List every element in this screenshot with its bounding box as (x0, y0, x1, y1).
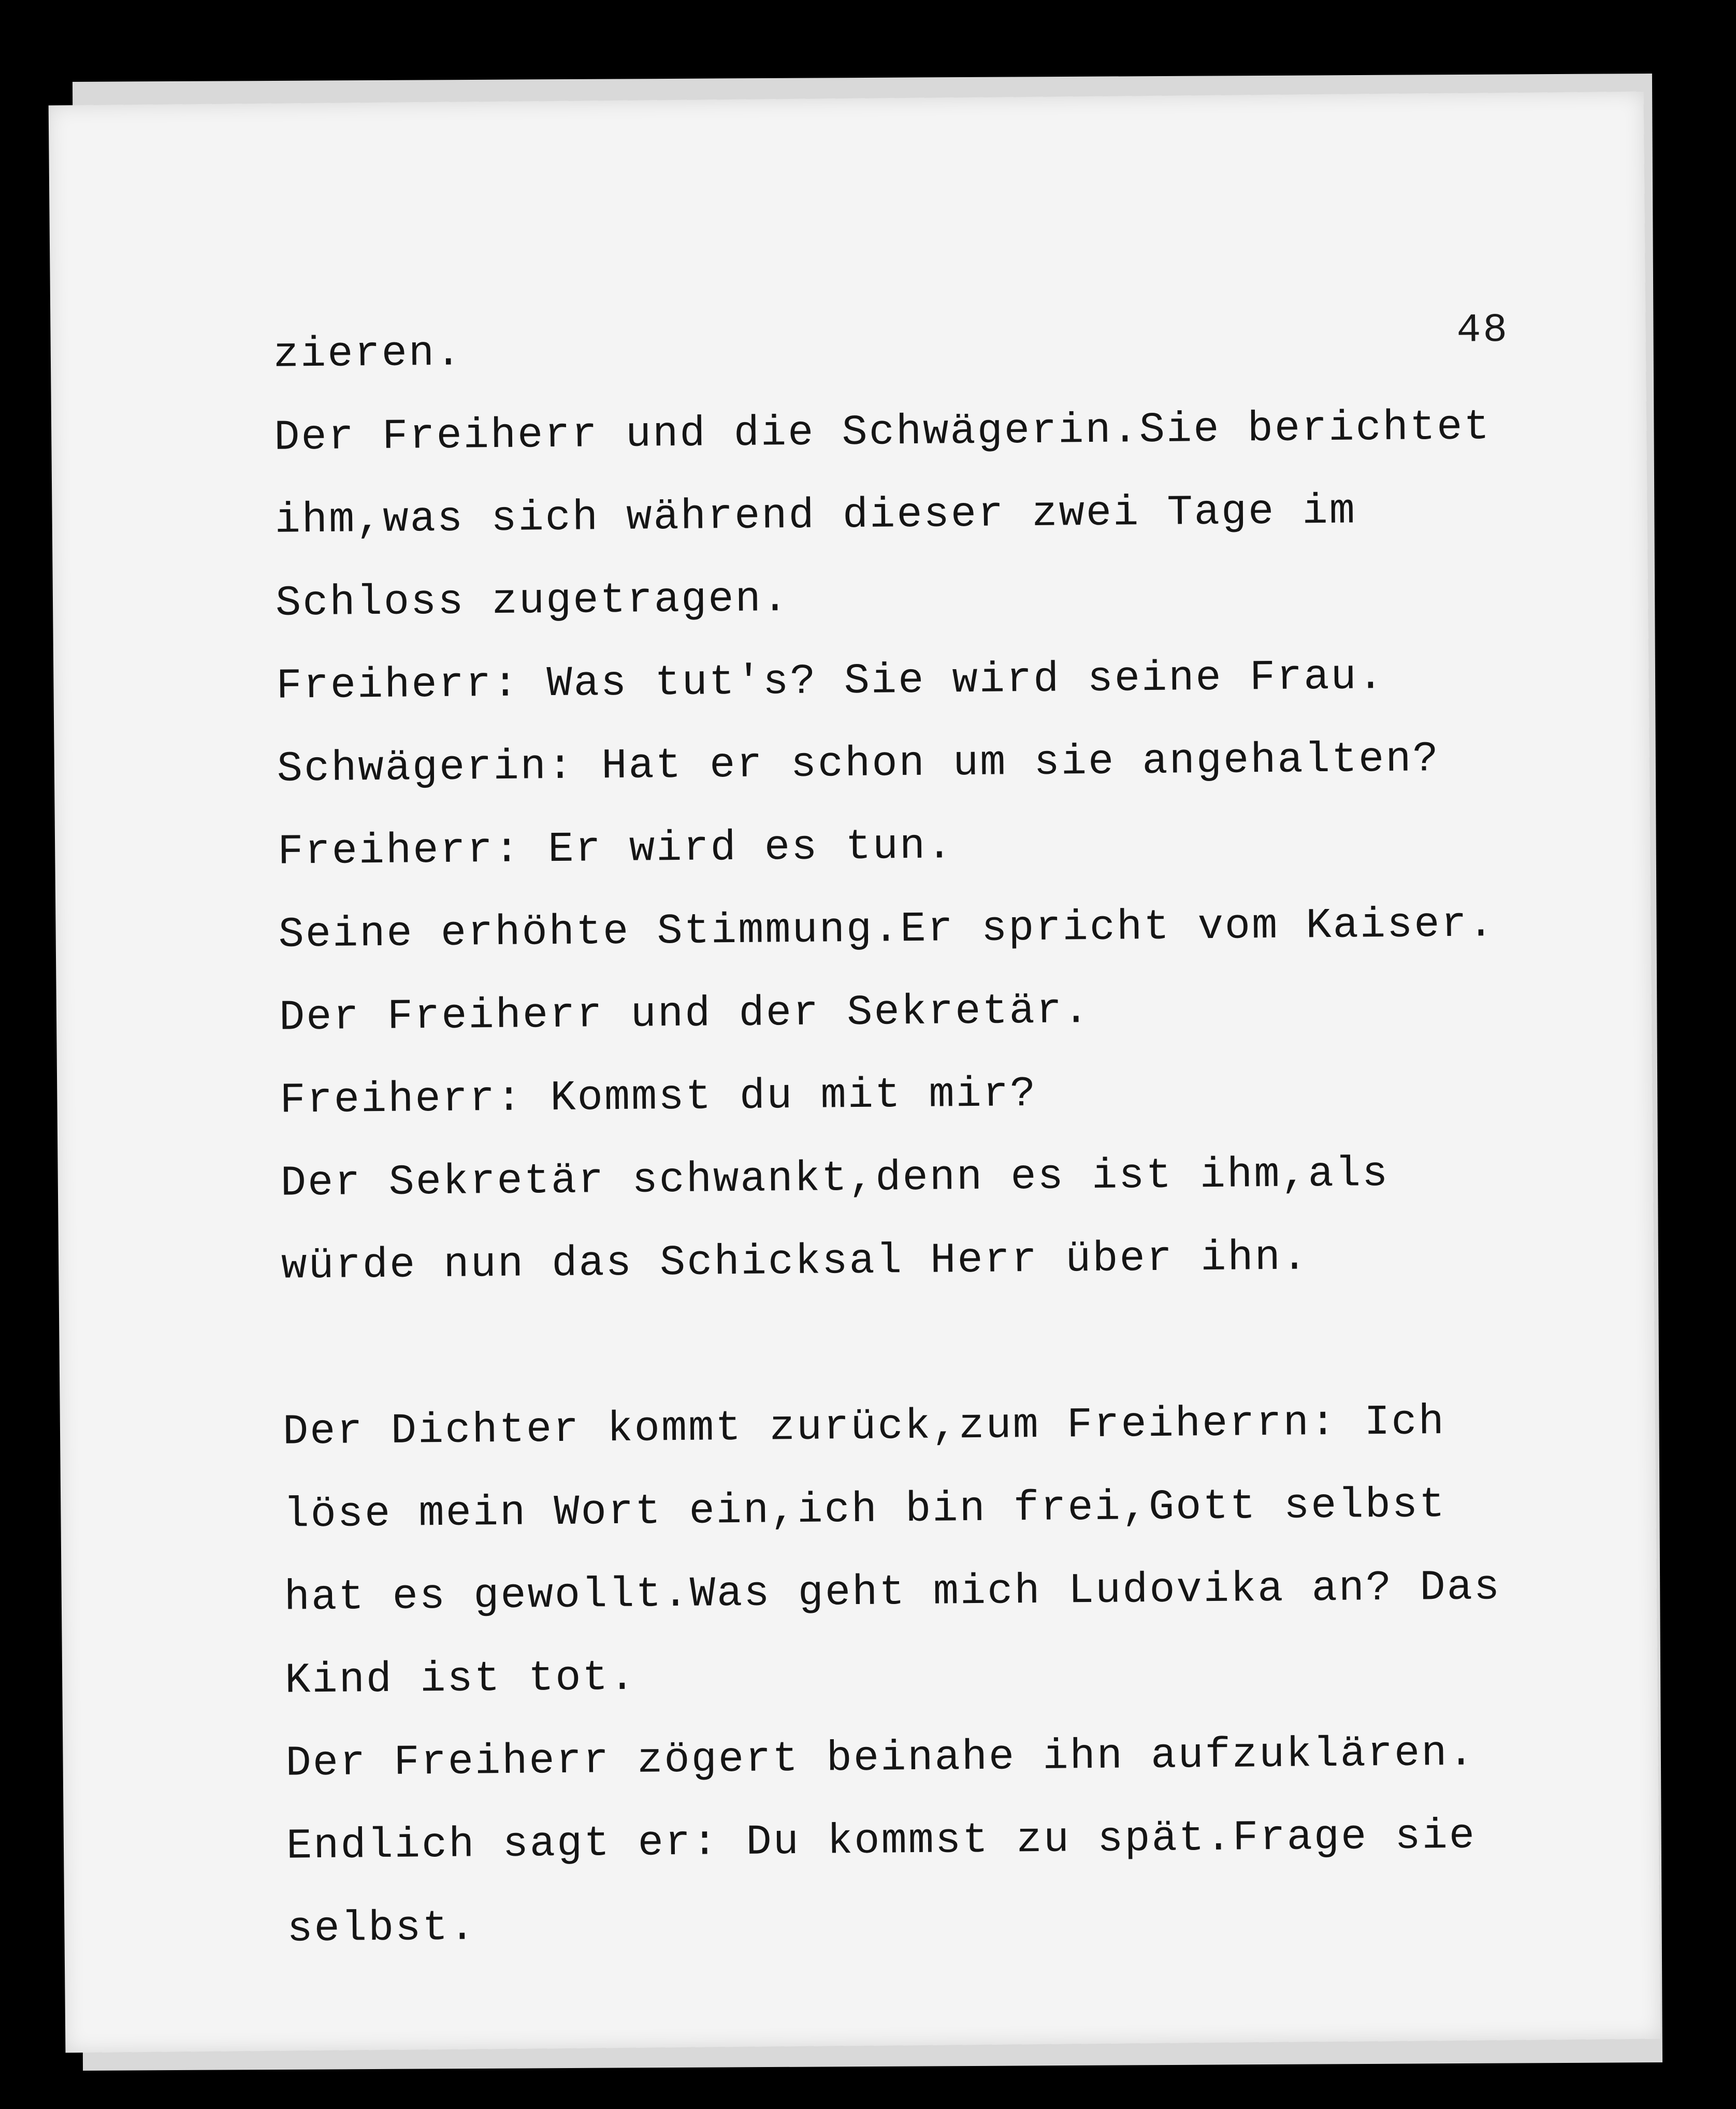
text-line: Freiherr: Was tut's? Sie wird seine Frau. (276, 653, 1385, 711)
text-line: Schloss zugetragen. (275, 575, 790, 628)
text-line: Freiherr: Kommst du mit mir? (280, 1070, 1037, 1125)
text-line: Der Freiherr und die Schwägerin.Sie berichtet (273, 403, 1491, 462)
typewritten-page (49, 92, 1661, 2053)
text-line: ihm,was sich während dieser zwei Tage im (274, 487, 1357, 545)
text-line: Freiherr: Er wird es tun. (277, 822, 954, 876)
text-line: hat es gewollt.Was geht mich Ludovika an? Das (284, 1563, 1501, 1622)
text-line: Der Freiherr zögert beinahe ihn aufzuklären. (285, 1729, 1476, 1788)
text-line: würde nun das Schicksal Herr über ihn. (281, 1233, 1309, 1291)
text-line: Der Dichter kommt zurück,zum Freiherrn: Ich (282, 1398, 1446, 1456)
text-line: Kind ist tot. (284, 1653, 637, 1705)
page-number: 48 (1456, 307, 1510, 354)
text-line: löse mein Wort ein,ich bin frei,Gott selbst (283, 1481, 1446, 1539)
text-line: Der Sekretär schwankt,denn es ist ihm,als (280, 1150, 1390, 1208)
text-line: Seine erhöhte Stimmung.Er spricht vom Kaiser. (278, 900, 1496, 959)
text-line: Schwägerin: Hat er schon um sie angehalten? (277, 735, 1440, 793)
text-line: Der Freiherr und der Sekretär. (279, 987, 1091, 1042)
text-line: Endlich sagt er: Du kommst zu spät.Frage sie (286, 1812, 1477, 1871)
text-line: selbst. (286, 1903, 477, 1954)
text-line: zieren. (273, 329, 463, 379)
